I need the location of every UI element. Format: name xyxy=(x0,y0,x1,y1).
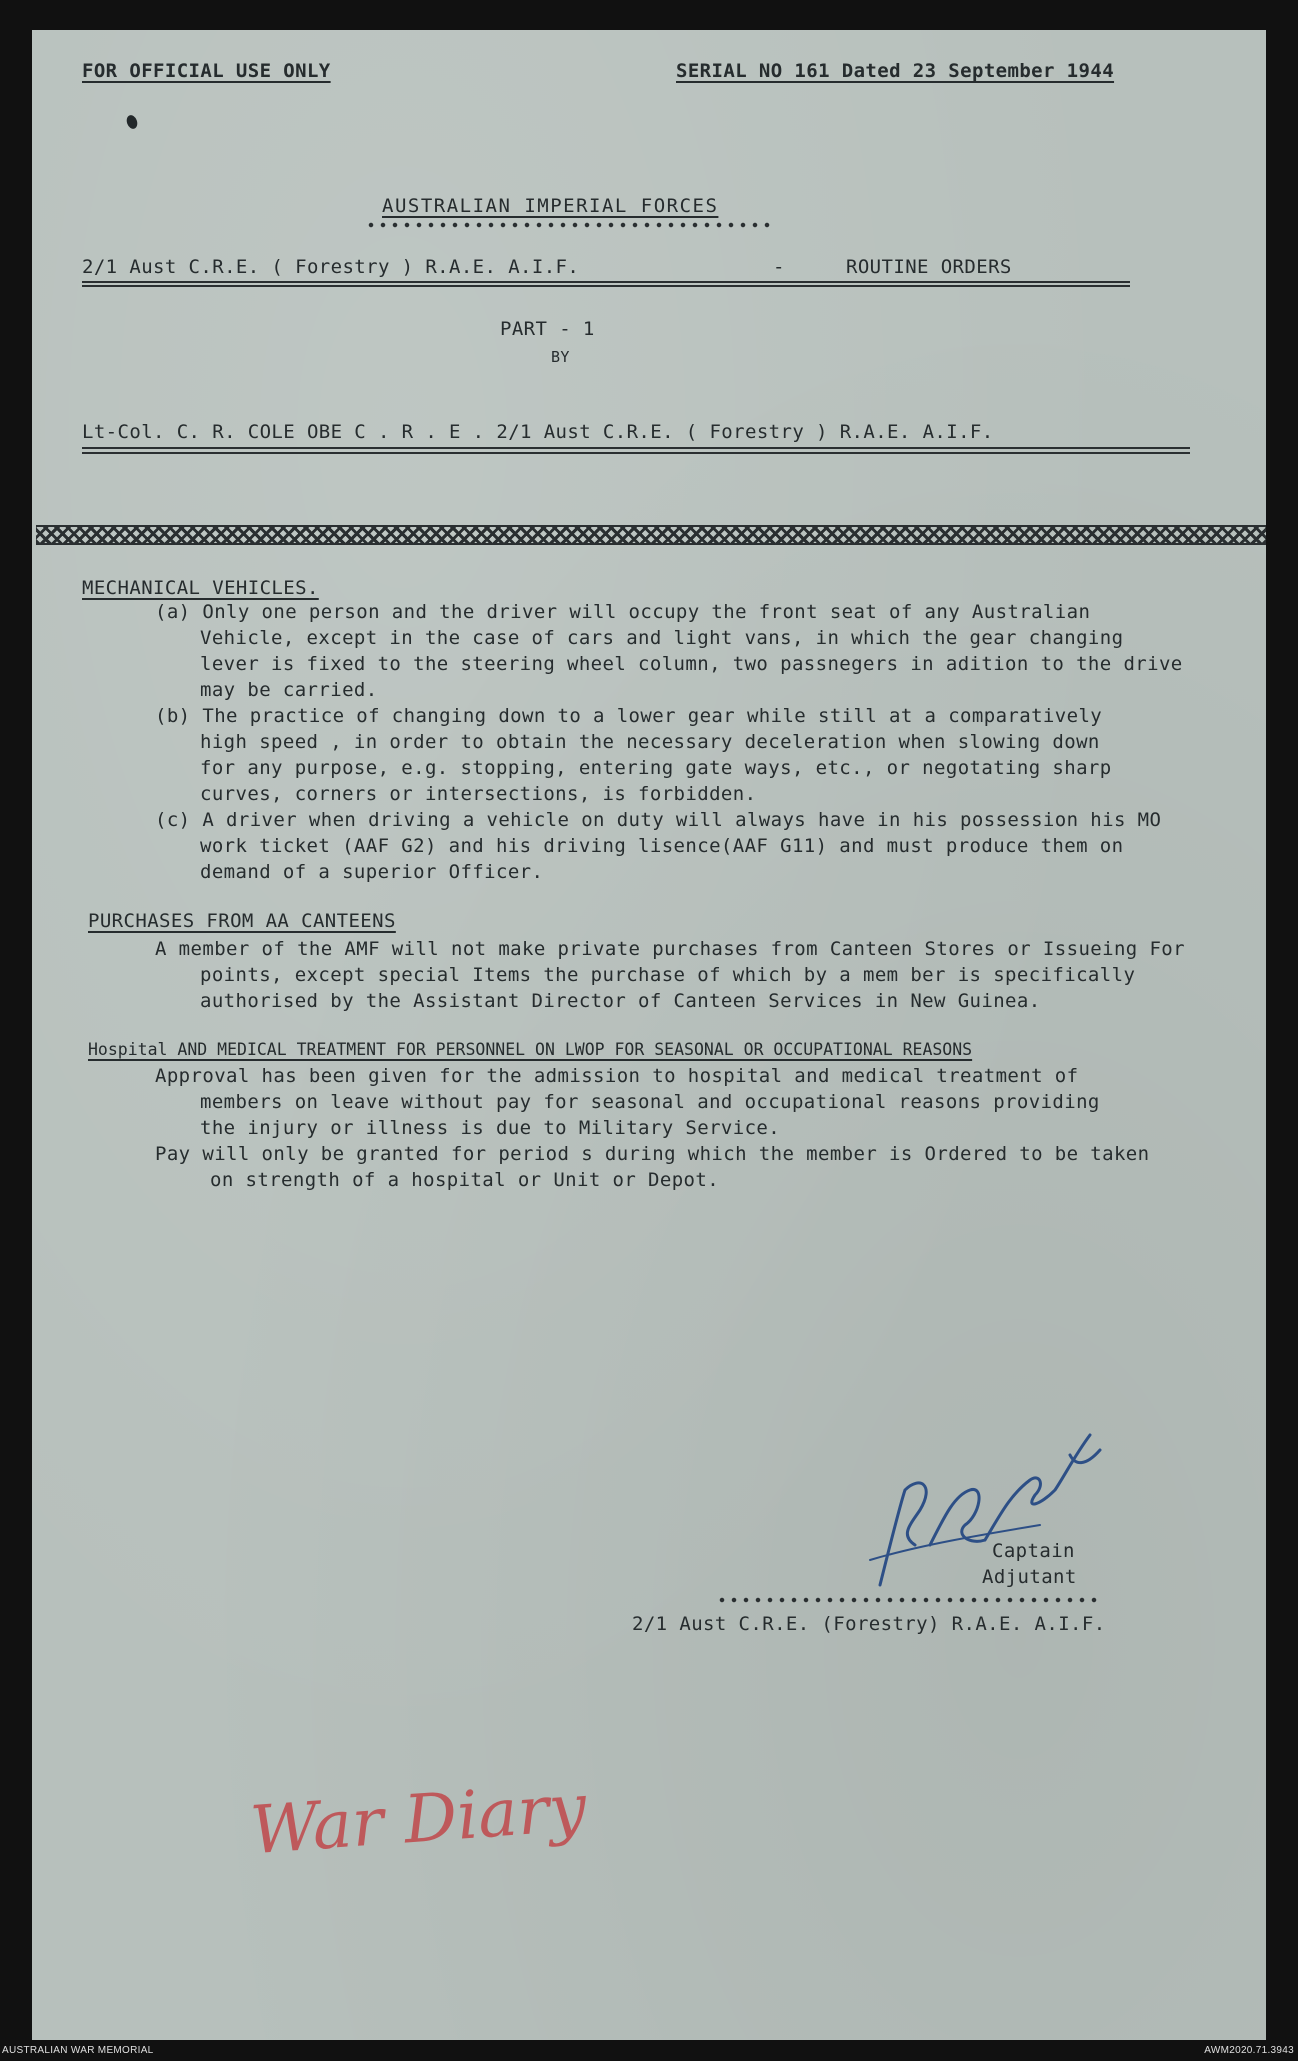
mech-line: lever is fixed to the steering wheel column, two passnegers in adition to the drive xyxy=(200,653,1183,675)
routine-orders-title: ROUTINE ORDERS xyxy=(846,256,1012,278)
purchases-line: A member of the AMF will not make private purchases from Canteen Stores or Issueing For xyxy=(155,938,1185,960)
hospital-line: Pay will only be granted for period s during which the member is Ordered to be taken xyxy=(155,1143,1150,1165)
archive-credit: AUSTRALIAN WAR MEMORIAL xyxy=(2,2045,154,2056)
mechanical-heading: MECHANICAL VEHICLES. xyxy=(82,577,319,599)
hospital-heading: Hospital AND MEDICAL TREATMENT FOR PERSONNEL ON LWOP FOR SEASONAL OR OCCUPATIONAL REASONS xyxy=(88,1040,973,1059)
mech-line: (a) Only one person and the driver will occupy the front seat of any Australian xyxy=(155,601,1091,623)
hospital-line: members on leave without pay for seasonal and occupational reasons providing xyxy=(200,1091,1100,1113)
document-sheet xyxy=(32,30,1266,2040)
signatory-title: Adjutant xyxy=(982,1566,1077,1588)
mech-line: curves, corners or intersections, is forbidden. xyxy=(200,783,757,805)
mech-line: (b) The practice of changing down to a lower gear while still at a comparatively xyxy=(155,705,1103,727)
hospital-line: the injury or illness is due to Military Service. xyxy=(200,1117,781,1139)
officer-underline-1 xyxy=(82,447,1190,449)
unit-line: 2/1 Aust C.R.E. ( Forestry ) R.A.E. A.I.F. xyxy=(82,256,580,278)
title-dotted-rule xyxy=(365,222,770,228)
separator-band xyxy=(36,525,1266,545)
by-label: BY xyxy=(551,348,570,366)
signature-dotted-rule xyxy=(716,1597,1101,1603)
mech-line: demand of a superior Officer. xyxy=(200,861,544,883)
mech-line: may be carried. xyxy=(200,679,378,701)
mech-line: for any purpose, e.g. stopping, entering gate ways, etc., or negotating sharp xyxy=(200,757,1112,779)
unit-dash: - xyxy=(773,256,785,278)
purchases-line: points, except special Items the purchase of which by a mem ber is specifically xyxy=(200,964,1136,986)
officer-underline-2 xyxy=(82,452,1190,454)
purchases-heading: PURCHASES FROM AA CANTEENS xyxy=(88,910,396,932)
war-diary-annotation xyxy=(240,1755,680,1875)
mech-line: Vehicle, except in the case of cars and light vans, in which the gear changing xyxy=(200,627,1124,649)
hospital-line: Approval has been given for the admission to hospital and medical treatment of xyxy=(155,1065,1079,1087)
serial-number: SERIAL NO 161 Dated 23 September 1944 xyxy=(676,60,1115,82)
archive-reference: AWM2020.71.3943 xyxy=(1204,2045,1294,2056)
mech-line: work ticket (AAF G2) and his driving lisence(AAF G11) and must produce them on xyxy=(200,835,1124,857)
mech-line: high speed , in order to obtain the necessary deceleration when slowing down xyxy=(200,731,1100,753)
classification-label: FOR OFFICIAL USE ONLY xyxy=(82,60,331,82)
officer-line: Lt-Col. C. R. COLE OBE C . R . E . 2/1 Aust C.R.E. ( Forestry ) R.A.E. A.I.F. xyxy=(82,421,994,443)
war-diary-text: War Diary xyxy=(247,1768,589,1870)
purchases-line: authorised by the Assistant Director of Canteen Services in New Guinea. xyxy=(200,990,1041,1012)
hospital-line: on strength of a hospital or Unit or Depot. xyxy=(210,1169,720,1191)
unit-underline-2 xyxy=(82,285,1130,287)
mech-line: (c) A driver when driving a vehicle on duty will always have in his possession his MO xyxy=(155,809,1162,831)
unit-underline-1 xyxy=(82,281,1130,283)
punch-mark xyxy=(125,114,139,131)
signature-unit: 2/1 Aust C.R.E. (Forestry) R.A.E. A.I.F. xyxy=(632,1613,1106,1635)
signatory-rank: Captain xyxy=(992,1540,1075,1562)
forces-title: AUSTRALIAN IMPERIAL FORCES xyxy=(382,195,719,217)
part-label: PART - 1 xyxy=(500,318,595,340)
